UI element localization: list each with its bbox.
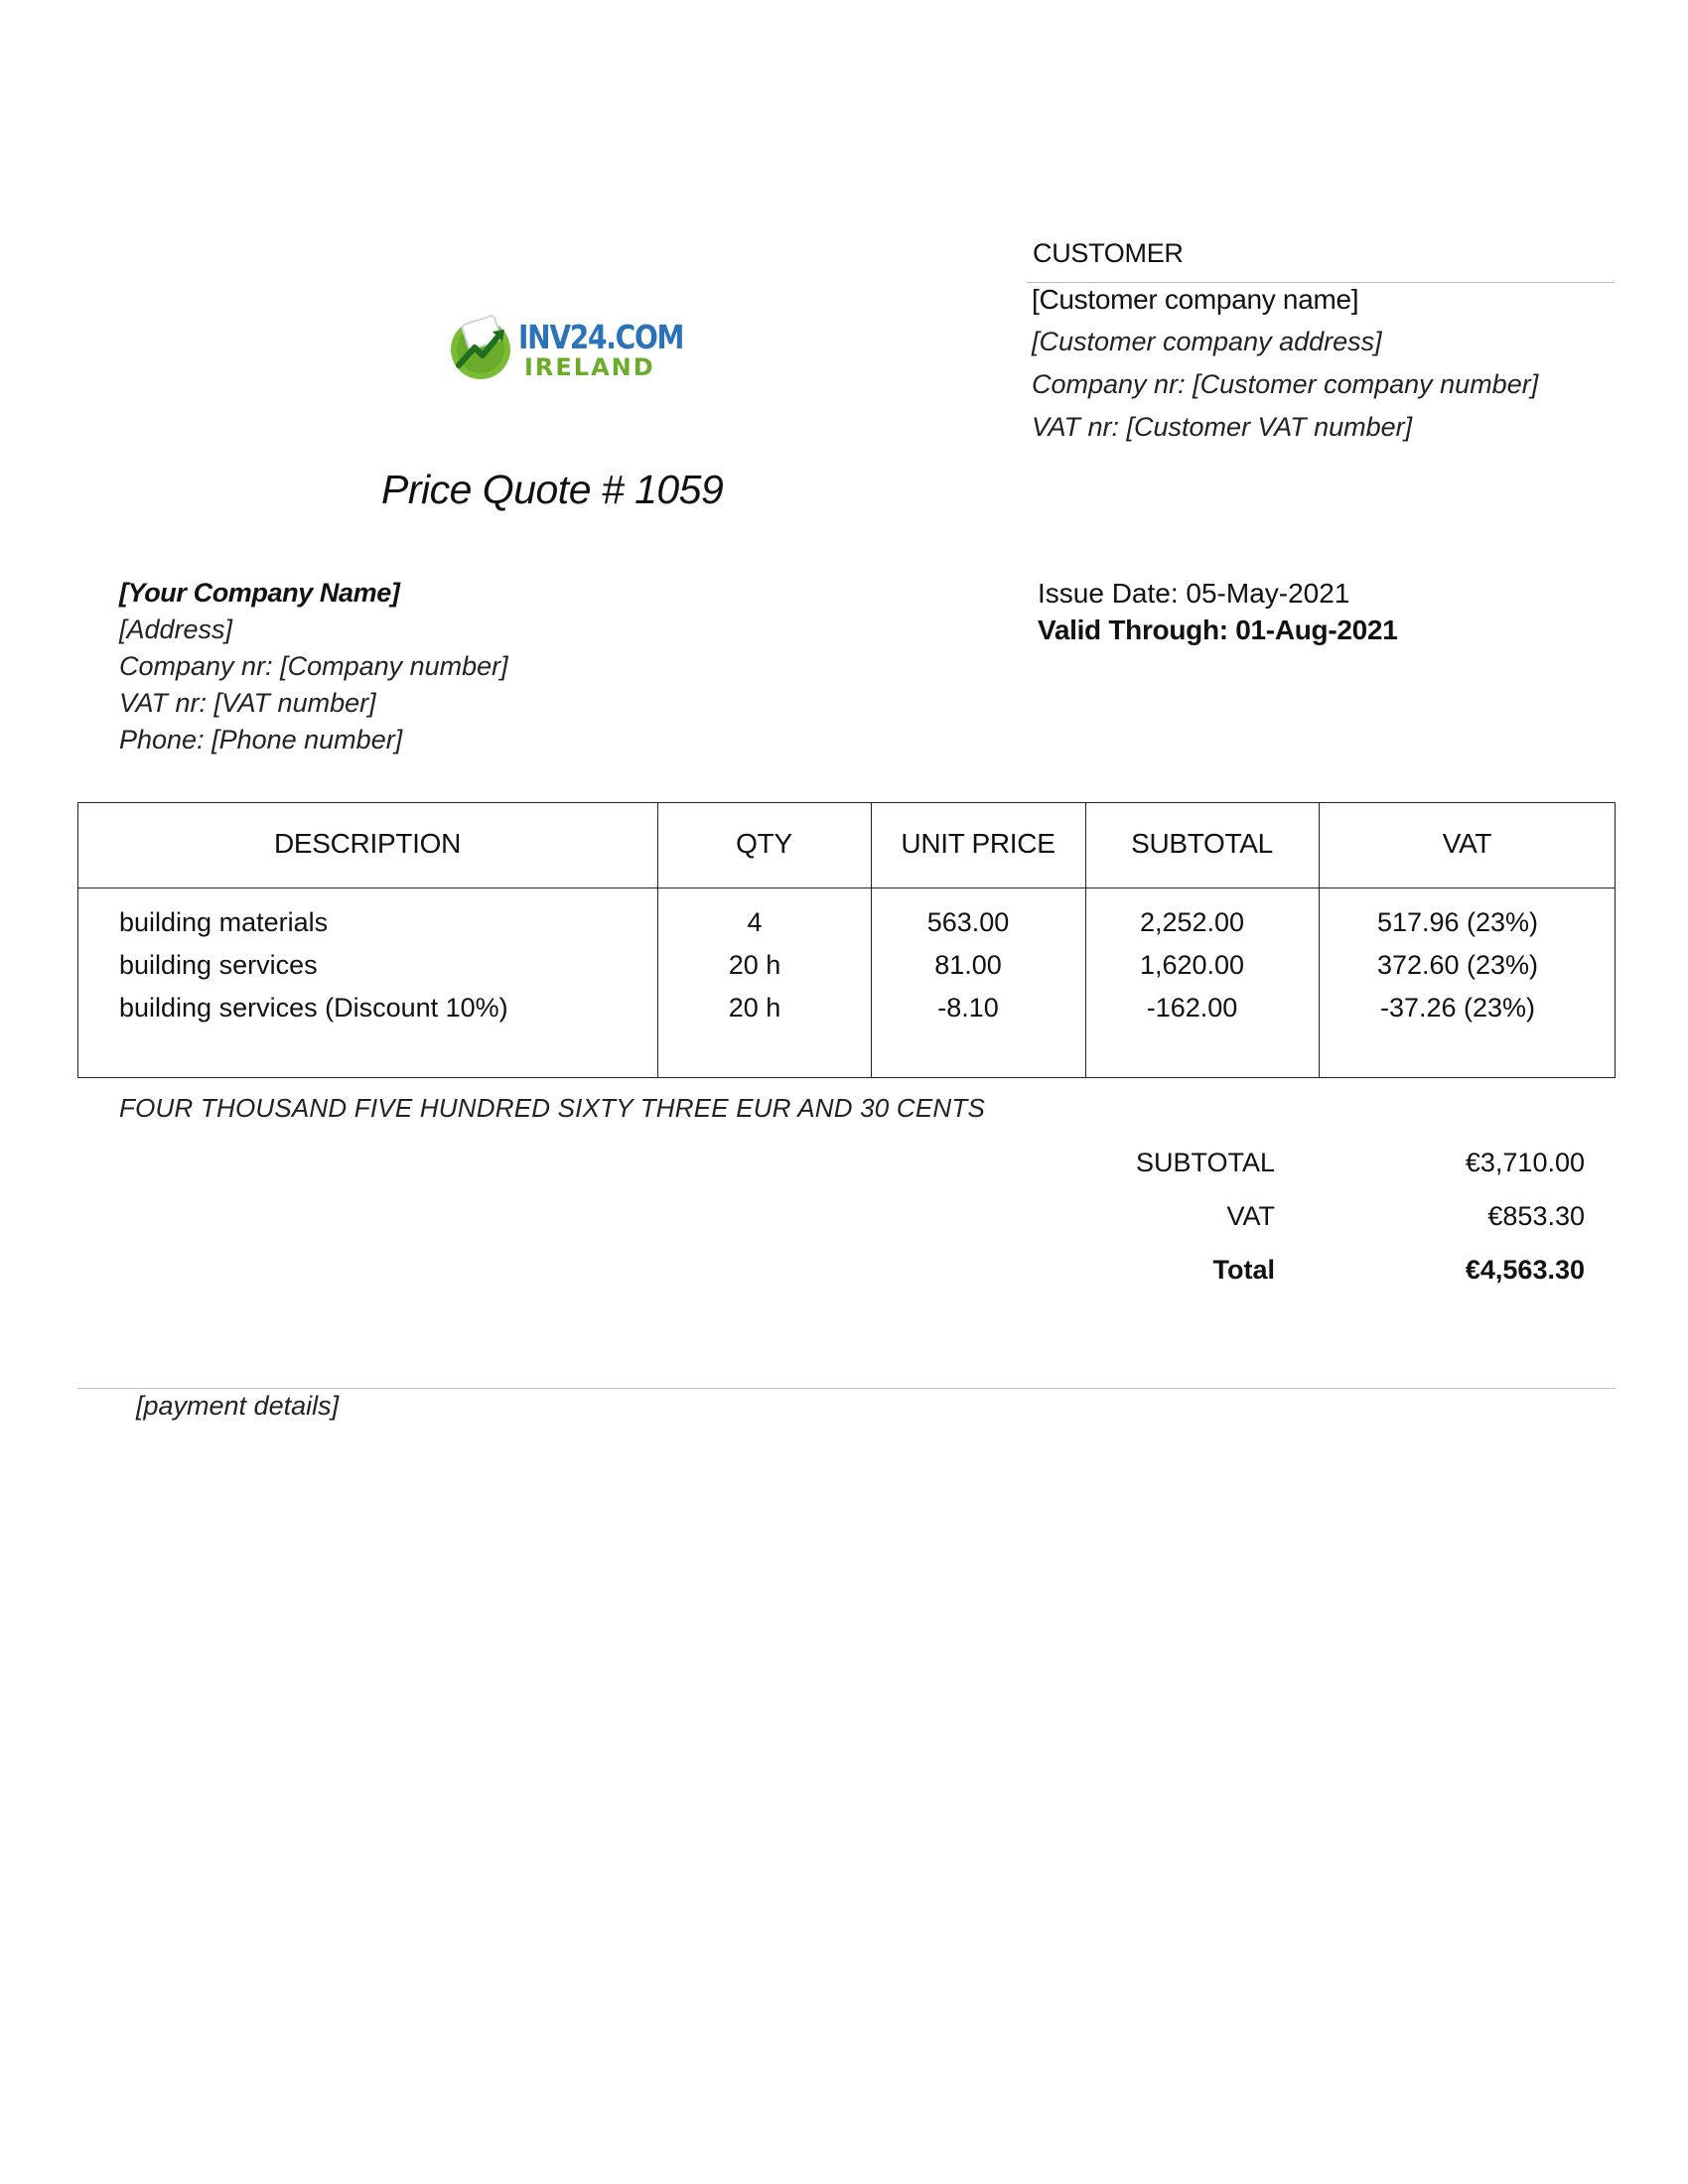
seller-company-name: [Your Company Name] [119,578,400,608]
vat-value: €853.30 [1487,1201,1585,1231]
customer-company-name: [Customer company name] [1032,284,1359,315]
customer-heading: CUSTOMER [1033,238,1184,268]
chart-arrow-icon [447,310,518,381]
issue-date: Issue Date: 05-May-2021 [1038,578,1350,609]
column-header-qty: QTY [736,828,792,859]
customer-divider [1027,282,1615,283]
seller-phone: Phone: [Phone number] [119,725,403,754]
table-cell-subtotal: -162.00 [1146,993,1238,1023]
table-cell-unit-price: 563.00 [926,907,1010,937]
subtotal-value: €3,710.00 [1465,1148,1585,1177]
column-header-vat: VAT [1442,828,1492,859]
column-header-description: DESCRIPTION [273,828,462,859]
table-cell-subtotal: 1,620.00 [1139,950,1245,980]
page-title: Price Quote # 1059 [381,467,724,512]
vat-label: VAT [1226,1201,1275,1231]
company-logo [447,308,684,387]
table-cell-unit-price: -8.10 [937,993,999,1023]
table-cell-description: building services [119,950,318,980]
customer-address: [Customer company address] [1032,327,1382,356]
column-header-unit-price: UNIT PRICE [901,828,1055,859]
table-cell-unit-price: 81.00 [934,950,1002,980]
total-label: Total [1212,1255,1275,1285]
customer-vat-number: VAT nr: [Customer VAT number] [1032,412,1413,442]
total-value: €4,563.30 [1465,1255,1585,1285]
seller-vat-number: VAT nr: [VAT number] [119,688,376,718]
logo-subtitle: IRELAND [524,353,655,381]
table-cell-qty: 20 h [728,950,781,980]
table-cell-vat: -37.26 (23%) [1379,993,1536,1023]
table-cell-qty: 20 h [728,993,781,1023]
amount-in-words: FOUR THOUSAND FIVE HUNDRED SIXTY THREE EUR AND 30 CENTS [119,1093,985,1123]
table-cell-qty: 4 [747,907,763,937]
seller-company-number: Company nr: [Company number] [119,651,508,681]
logo-wordmark: INV24.COM [518,318,684,356]
payment-divider [77,1388,1616,1389]
table-cell-description: building materials [119,907,329,937]
subtotal-label: SUBTOTAL [1135,1148,1275,1177]
table-cell-subtotal: 2,252.00 [1139,907,1245,937]
seller-address: [Address] [119,614,233,644]
valid-through-date: Valid Through: 01-Aug-2021 [1038,614,1398,645]
table-cell-description: building services (Discount 10%) [119,993,508,1023]
table-header-divider [77,887,1616,888]
table-cell-vat: 372.60 (23%) [1376,950,1539,980]
customer-company-number: Company nr: [Customer company number] [1032,369,1539,399]
payment-details: [payment details] [136,1391,340,1421]
table-cell-vat: 517.96 (23%) [1376,907,1539,937]
column-header-subtotal: SUBTOTAL [1131,828,1273,859]
